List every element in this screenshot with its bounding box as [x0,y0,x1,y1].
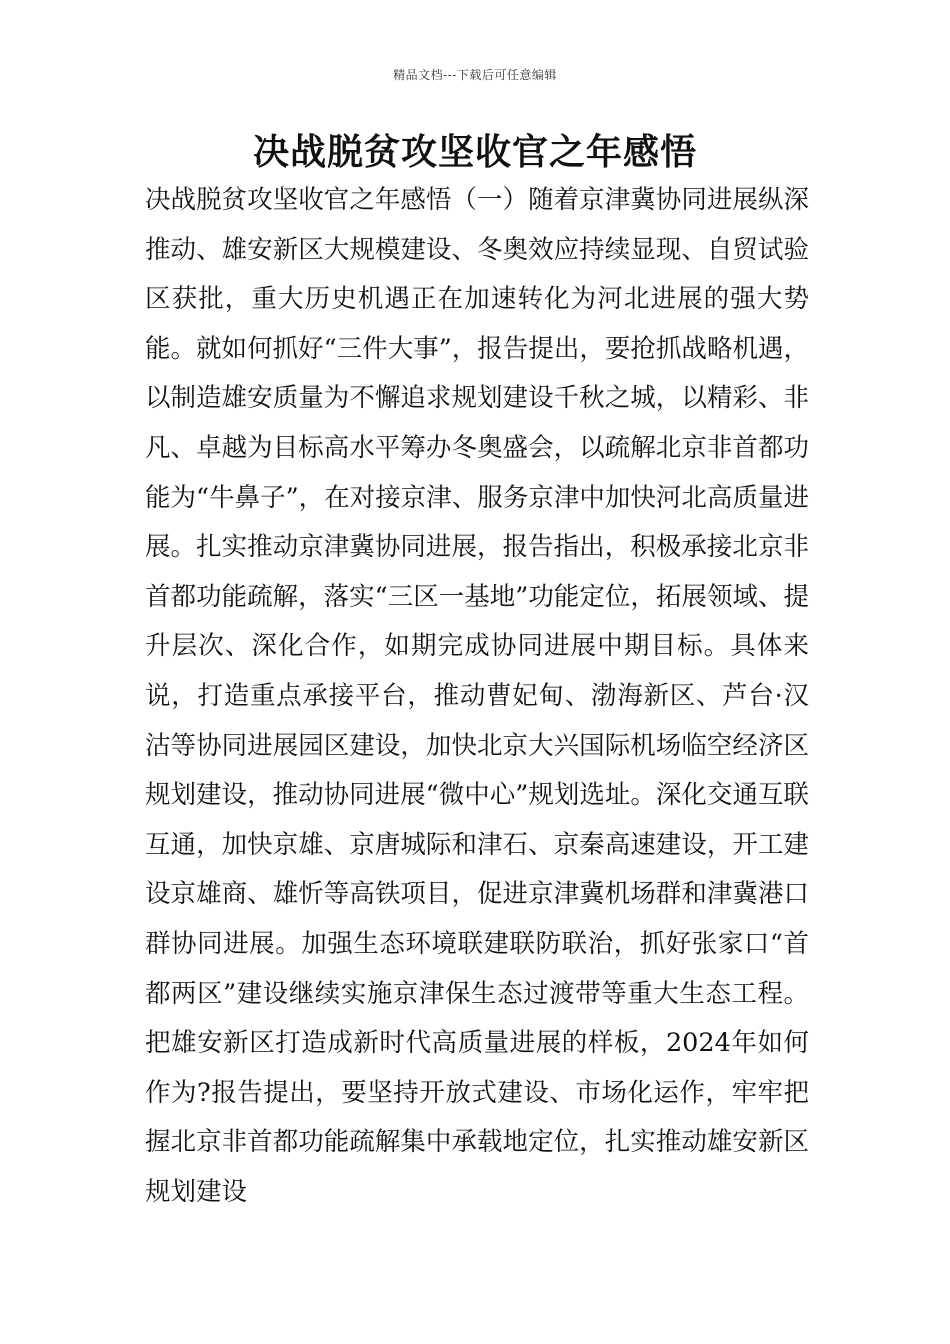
body-paragraph: 决战脱贫攻坚收官之年感悟（一）随着京津冀协同进展纵深推动、雄安新区大规模建设、冬奥效应持续显现、自贸试验区获批，重大历史机遇正在加速转化为河北进展的强大势能。就如何抓好“三件大事”，报告提出，要抢抓战略机遇，以制造雄安质量为不懈追求规划建设千秋之城，以精彩、非凡、卓越为目标高水平筹办冬奥盛会，以疏解北京非首都功能为“牛鼻子”，在对接京津、服务京津中加快河北高质量进展。扎实推动京津冀协同进展，报告指出，积极承接北京非首都功能疏解，落实“三区一基地”功能定位，拓展领域、提升层次、深化合作，如期完成协同进展中期目标。具体来说，打造重点承接平台，推动曹妃甸、渤海新区、芦台·汉沽等协同进展园区建设，加快北京大兴国际机场临空经济区规划建设，推动协同进展“微中心”规划选址。深化交通互联互通，加快京雄、京唐城际和津石、京秦高速建设，开工建设京雄商、雄忻等高铁项目，促进京津冀机场群和津冀港口群协同进展。加强生态环境联建联防联治，抓好张家口“首都两区”建设继续实施京津保生态过渡带等重大生态工程。把雄安新区打造成新时代高质量进展的样板，2024年如何作为?报告提出，要坚持开放式建设、市场化运作，牢牢把握北京非首都功能疏解集中承载地定位，扎实推动雄安新区规划建设 [145,185,809,1207]
header-note: 精品文档---下载后可任意编辑 [393,68,557,82]
page-title: 决战脱贫攻坚收官之年感悟 [252,131,697,173]
